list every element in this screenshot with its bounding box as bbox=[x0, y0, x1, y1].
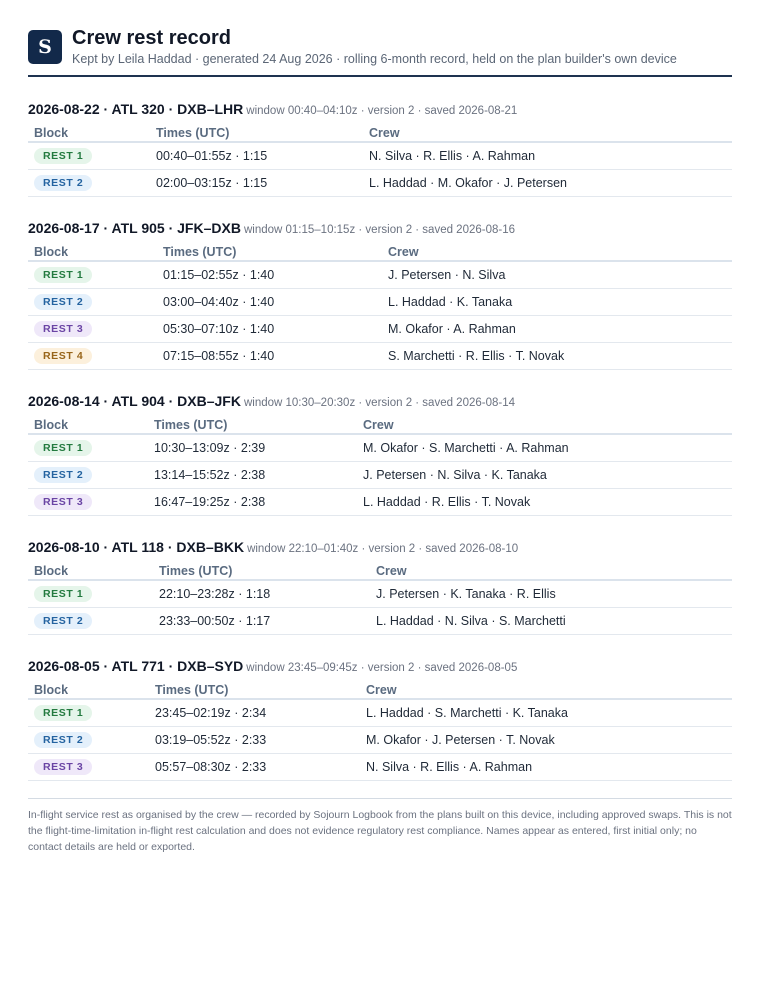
header-divider bbox=[28, 75, 732, 77]
column-header-times: Times (UTC) bbox=[159, 564, 233, 578]
block-cell bbox=[28, 494, 154, 510]
table-row bbox=[28, 608, 732, 635]
rest-block-badge: REST 3 bbox=[34, 759, 92, 775]
flight-section bbox=[28, 538, 732, 635]
crew-cell: J. Petersen · N. Silva · K. Tanaka bbox=[363, 468, 547, 482]
column-header-times: Times (UTC) bbox=[155, 683, 229, 697]
flight-meta: window 10:30–20:30z · version 2 · saved 2026-08-14 bbox=[243, 397, 516, 409]
table-header bbox=[28, 242, 732, 262]
rest-block-badge: REST 1 bbox=[34, 148, 92, 164]
rest-block-badge: REST 1 bbox=[34, 705, 92, 721]
table-row bbox=[28, 262, 732, 289]
block-cell bbox=[28, 732, 155, 748]
crew-cell: S. Marchetti · R. Ellis · T. Novak bbox=[388, 349, 565, 363]
block-cell bbox=[28, 440, 154, 456]
times-cell: 22:10–23:28z · 1:18 bbox=[159, 587, 271, 601]
crew-cell: N. Silva · R. Ellis · A. Rahman bbox=[366, 760, 533, 774]
times-cell: 07:15–08:55z · 1:40 bbox=[163, 349, 275, 363]
table-row bbox=[28, 143, 732, 170]
flight-meta: window 22:10–01:40z · version 2 · saved 2026-08-10 bbox=[247, 543, 519, 555]
crew-cell: M. Okafor · A. Rahman bbox=[388, 322, 516, 336]
times-cell: 23:45–02:19z · 2:34 bbox=[155, 706, 267, 720]
table-row bbox=[28, 727, 732, 754]
column-header-crew: Crew bbox=[363, 418, 394, 432]
flight-title: 2026-08-05 · ATL 771 · DXB–SYD bbox=[28, 658, 244, 674]
column-header-block: Block bbox=[34, 418, 69, 432]
table-row bbox=[28, 489, 732, 516]
crew-cell: M. Okafor · J. Petersen · T. Novak bbox=[366, 733, 555, 747]
flight-header bbox=[28, 538, 732, 556]
table-row bbox=[28, 170, 732, 197]
flight-meta: window 00:40–04:10z · version 2 · saved 2026-08-21 bbox=[246, 105, 518, 117]
block-cell bbox=[28, 613, 159, 629]
rest-block-badge: REST 1 bbox=[34, 440, 92, 456]
crew-cell: L. Haddad · N. Silva · S. Marchetti bbox=[376, 614, 566, 628]
times-cell: 05:30–07:10z · 1:40 bbox=[163, 322, 275, 336]
column-header-times: Times (UTC) bbox=[163, 245, 237, 259]
table-row bbox=[28, 700, 732, 727]
crew-cell: L. Haddad · K. Tanaka bbox=[388, 295, 513, 309]
column-header-block: Block bbox=[34, 245, 69, 259]
flight-header bbox=[28, 100, 732, 118]
crew-cell: M. Okafor · S. Marchetti · A. Rahman bbox=[363, 441, 569, 455]
table-row bbox=[28, 316, 732, 343]
flight-title: 2026-08-17 · ATL 905 · JFK–DXB bbox=[28, 220, 241, 236]
flight-sections bbox=[28, 100, 732, 781]
flight-header bbox=[28, 657, 732, 675]
sojourn-logo: S bbox=[28, 30, 62, 64]
block-cell bbox=[28, 267, 163, 283]
crew-cell: N. Silva · R. Ellis · A. Rahman bbox=[369, 149, 536, 163]
flight-meta: window 23:45–09:45z · version 2 · saved 2026-08-05 bbox=[246, 662, 518, 674]
rest-block-badge: REST 2 bbox=[34, 732, 92, 748]
rest-block-badge: REST 2 bbox=[34, 613, 92, 629]
column-header-block: Block bbox=[34, 564, 69, 578]
column-header-crew: Crew bbox=[388, 245, 419, 259]
rest-block-badge: REST 2 bbox=[34, 294, 92, 310]
flight-header bbox=[28, 392, 732, 410]
crew-rest-record-page bbox=[28, 28, 732, 855]
times-cell: 05:57–08:30z · 2:33 bbox=[155, 760, 267, 774]
footer-note: In-flight service rest as organised by the crew — recorded by Sojourn Logbook from the plans built on this device, including approved swaps. This is not the flight-time-limitation in-flight rest calculation and does not evidence regulatory rest compliance. Names appear as entered, first initial only; no contact details are held or exported. bbox=[28, 809, 732, 853]
table-header bbox=[28, 680, 732, 700]
rest-block-badge: REST 3 bbox=[34, 494, 92, 510]
column-header-crew: Crew bbox=[366, 683, 397, 697]
block-cell bbox=[28, 705, 155, 721]
table-row bbox=[28, 289, 732, 316]
times-cell: 01:15–02:55z · 1:40 bbox=[163, 268, 275, 282]
flight-section bbox=[28, 392, 732, 516]
table-row bbox=[28, 754, 732, 781]
flight-section bbox=[28, 100, 732, 197]
table-header bbox=[28, 561, 732, 581]
flight-title: 2026-08-10 · ATL 118 · DXB–BKK bbox=[28, 539, 245, 555]
crew-cell: L. Haddad · S. Marchetti · K. Tanaka bbox=[366, 706, 568, 720]
flight-section bbox=[28, 219, 732, 370]
rest-block-badge: REST 1 bbox=[34, 267, 92, 283]
times-cell: 23:33–00:50z · 1:17 bbox=[159, 614, 271, 628]
footer-divider bbox=[28, 798, 732, 799]
crew-cell: L. Haddad · M. Okafor · J. Petersen bbox=[369, 176, 567, 190]
column-header-block: Block bbox=[34, 683, 69, 697]
table-header bbox=[28, 123, 732, 143]
table-row bbox=[28, 462, 732, 489]
rest-block-badge: REST 1 bbox=[34, 586, 92, 602]
column-header-block: Block bbox=[34, 126, 69, 140]
block-cell bbox=[28, 348, 163, 364]
flight-section bbox=[28, 657, 732, 781]
table-row bbox=[28, 581, 732, 608]
flight-header bbox=[28, 219, 732, 237]
block-cell bbox=[28, 586, 159, 602]
block-cell bbox=[28, 321, 163, 337]
block-cell bbox=[28, 467, 154, 483]
crew-cell: L. Haddad · R. Ellis · T. Novak bbox=[363, 495, 531, 509]
table-row bbox=[28, 435, 732, 462]
block-cell bbox=[28, 175, 156, 191]
times-cell: 10:30–13:09z · 2:39 bbox=[154, 441, 266, 455]
flight-title: 2026-08-22 · ATL 320 · DXB–LHR bbox=[28, 101, 244, 117]
block-cell bbox=[28, 148, 156, 164]
column-header-times: Times (UTC) bbox=[156, 126, 230, 140]
times-cell: 02:00–03:15z · 1:15 bbox=[156, 176, 268, 190]
times-cell: 03:19–05:52z · 2:33 bbox=[155, 733, 267, 747]
block-cell bbox=[28, 294, 163, 310]
column-header-crew: Crew bbox=[369, 126, 400, 140]
page-subtitle: Kept by Leila Haddad · generated 24 Aug 2026 · rolling 6-month record, held on the plan builder's own device bbox=[72, 52, 677, 66]
column-header-times: Times (UTC) bbox=[154, 418, 228, 432]
times-cell: 13:14–15:52z · 2:38 bbox=[154, 468, 266, 482]
times-cell: 16:47–19:25z · 2:38 bbox=[154, 495, 266, 509]
rest-block-badge: REST 3 bbox=[34, 321, 92, 337]
page-title: Crew rest record bbox=[72, 27, 231, 49]
crew-cell: J. Petersen · K. Tanaka · R. Ellis bbox=[376, 587, 556, 601]
column-header-crew: Crew bbox=[376, 564, 407, 578]
times-cell: 00:40–01:55z · 1:15 bbox=[156, 149, 268, 163]
block-cell bbox=[28, 759, 155, 775]
rest-block-badge: REST 4 bbox=[34, 348, 92, 364]
table-header bbox=[28, 415, 732, 435]
rest-block-badge: REST 2 bbox=[34, 467, 92, 483]
crew-cell: J. Petersen · N. Silva bbox=[388, 268, 506, 282]
flight-title: 2026-08-14 · ATL 904 · DXB–JFK bbox=[28, 393, 241, 409]
page-header bbox=[28, 28, 732, 66]
times-cell: 03:00–04:40z · 1:40 bbox=[163, 295, 275, 309]
table-row bbox=[28, 343, 732, 370]
flight-meta: window 01:15–10:15z · version 2 · saved 2026-08-16 bbox=[243, 224, 516, 236]
rest-block-badge: REST 2 bbox=[34, 175, 92, 191]
header-text bbox=[72, 27, 677, 67]
